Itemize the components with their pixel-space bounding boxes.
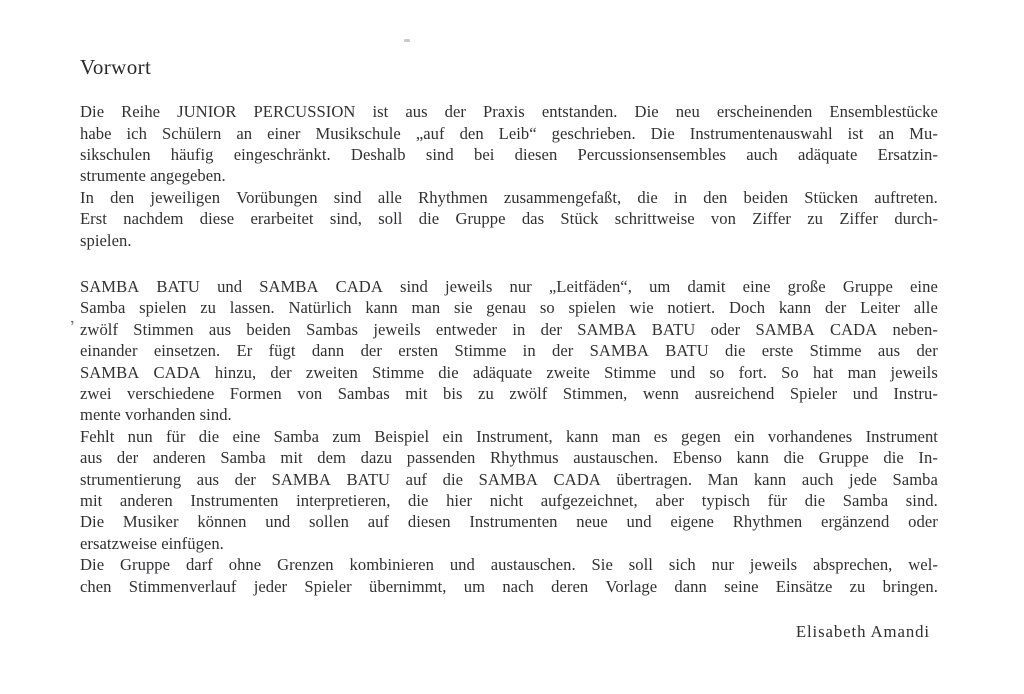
text-line: habe ich Schülern an einer Musikschule „auf den Leib“ geschrieben. Die Instrumentenauswahl ist an Mu-: [80, 123, 938, 143]
text-line: spielen.: [80, 230, 132, 250]
page-content: [80, 0, 938, 643]
text-line: Die Reihe JUNIOR PERCUSSION ist aus der Praxis entstanden. Die neu erscheinenden Ensemblestücke: [80, 102, 938, 122]
text-line: mit anderen Instrumenten interpretieren, die hier nicht aufgezeichnet, aber typisch für die Samba sind.: [80, 491, 938, 510]
text-line: In den jeweiligen Vorübungen sind alle Rhythmen zusammengefaßt, die in den beiden Stücken auftreten.: [80, 187, 938, 207]
text-line: Erst nachdem diese erarbeitet sind, soll die Gruppe das Stück schrittweise von Ziffer zu Ziffer durch-: [80, 209, 938, 229]
margin-pen-mark: ’: [68, 316, 77, 337]
text-line: sikschulen häufig eingeschränkt. Deshalb sind bei diesen Percussionsensembles auch adäquate Ersatzin-: [80, 144, 938, 164]
author-signature: Elisabeth Amandi: [795, 622, 930, 642]
text-line: ersatzweise einfügen.: [80, 533, 224, 553]
text-line: SAMBA BATU und SAMBA CADA sind jeweils nur „Leitfäden“, um damit eine große Gruppe eine: [80, 276, 938, 296]
text-line: Die Gruppe darf ohne Grenzen kombinieren und austauschen. Sie soll sich nur jeweils absprechen, wel-: [80, 555, 938, 575]
text-line: einander einsetzen. Er fügt dann der ersten Stimme in der SAMBA BATU die erste Stimme aus der: [80, 341, 938, 361]
text-line: Die Musiker können und sollen auf diesen Instrumenten neue und eigene Rhythmen ergänzend oder: [80, 512, 938, 532]
text-line: Samba spielen zu lassen. Natürlich kann man sie genau so spielen wie notiert. Doch kann der Leiter alle: [80, 298, 938, 318]
text-line: zwölf Stimmen aus beiden Sambas jeweils entweder in der SAMBA BATU oder SAMBA CADA neben-: [80, 319, 938, 339]
text-line: strumente angegeben.: [80, 166, 226, 186]
text-line: mente vorhanden sind.: [80, 405, 232, 425]
page-title: Vorwort: [80, 55, 152, 79]
text-line: chen Stimmenverlauf jeder Spieler übernimmt, um nach deren Vorlage dann seine Einsätze zu bringen.: [80, 576, 938, 596]
text-line: SAMBA CADA hinzu, der zweiten Stimme die adäquate zweite Stimme und so fort. So hat man jeweils: [80, 362, 938, 382]
text-line: zwei verschiedene Formen von Sambas mit bis zu zwölf Stimmen, wenn ausreichend Spieler und Instru-: [80, 383, 938, 403]
paragraph-block-2: [80, 276, 938, 597]
text-line: Fehlt nun für die eine Samba zum Beispiel ein Instrument, kann man es gegen ein vorhandenes Instrument: [80, 426, 938, 446]
paragraph-block-1: [80, 101, 938, 251]
text-line: aus der anderen Samba mit dem dazu passenden Rhythmus austauschen. Ebenso kann die Gruppe die In-: [80, 448, 938, 468]
text-line: strumentierung aus der SAMBA BATU auf die SAMBA CADA übertragen. Man kann auch jede Samba: [80, 469, 938, 489]
